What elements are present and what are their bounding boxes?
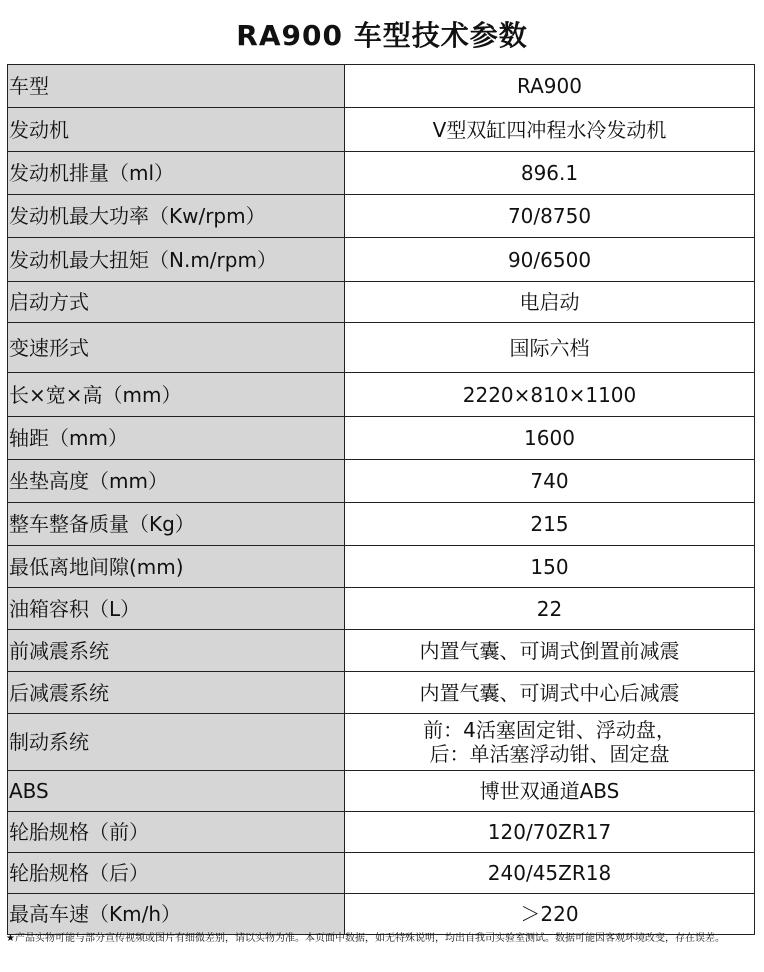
- spec-value-line: 后：单活塞浮动钳、固定盘: [429, 742, 670, 766]
- spec-value: V型双缸四冲程水冷发动机: [345, 108, 755, 152]
- spec-value: 240/45ZR18: [345, 853, 755, 894]
- spec-value: 90/6500: [345, 238, 755, 282]
- table-row: [8, 238, 755, 282]
- spec-label: 发动机最大扭矩（N.m/rpm）: [8, 238, 345, 282]
- spec-label: 变速形式: [8, 323, 345, 373]
- spec-label: 轮胎规格（后）: [8, 853, 345, 894]
- table-row: [8, 65, 755, 108]
- table-row: [8, 323, 755, 373]
- spec-value: 内置气囊、可调式中心后减震: [345, 672, 755, 714]
- spec-label: 最低离地间隙(mm): [8, 546, 345, 588]
- spec-label: 最高车速（Km/h）: [8, 894, 345, 935]
- spec-label: 发动机: [8, 108, 345, 152]
- table-row: [8, 588, 755, 630]
- spec-value: 内置气囊、可调式倒置前减震: [345, 630, 755, 672]
- table-row: [8, 152, 755, 195]
- spec-value: 1600: [345, 417, 755, 460]
- table-row: [8, 546, 755, 588]
- spec-table: [7, 64, 755, 935]
- spec-label: 制动系统: [8, 714, 345, 771]
- spec-value: 2220×810×1100: [345, 373, 755, 417]
- table-row: [8, 282, 755, 323]
- table-row: [8, 630, 755, 672]
- spec-value: 215: [345, 503, 755, 546]
- spec-label: 车型: [8, 65, 345, 108]
- spec-label: 油箱容积（L）: [8, 588, 345, 630]
- table-row: [8, 812, 755, 853]
- spec-value: 22: [345, 588, 755, 630]
- spec-value: 150: [345, 546, 755, 588]
- spec-value: 120/70ZR17: [345, 812, 755, 853]
- spec-label: 坐垫高度（mm）: [8, 460, 345, 503]
- spec-value: 国际六档: [345, 323, 755, 373]
- spec-label: 轮胎规格（前）: [8, 812, 345, 853]
- spec-label: 后减震系统: [8, 672, 345, 714]
- table-row: [8, 195, 755, 238]
- table-row: [8, 853, 755, 894]
- table-row: [8, 714, 755, 771]
- spec-label: 长×宽×高（mm）: [8, 373, 345, 417]
- spec-value: 70/8750: [345, 195, 755, 238]
- spec-value: 博世双通道ABS: [345, 771, 755, 812]
- spec-value: 896.1: [345, 152, 755, 195]
- table-row: [8, 460, 755, 503]
- spec-label: 轴距（mm）: [8, 417, 345, 460]
- page-title: RA900 车型技术参数: [236, 19, 528, 52]
- table-row: [8, 894, 755, 935]
- spec-label: 启动方式: [8, 282, 345, 323]
- spec-label: 发动机最大功率（Kw/rpm）: [8, 195, 345, 238]
- table-row: [8, 771, 755, 812]
- table-row: [8, 417, 755, 460]
- spec-value: 740: [345, 460, 755, 503]
- disclaimer-footnote: ★产品实物可能与部分宣传视频或图片有细微差别，请以实物为准。本页面中数据，如无特殊说明，均出自我司实验室测试。数据可能因客观环境改变，存在误差。: [6, 933, 725, 944]
- spec-label: 整车整备质量（Kg）: [8, 503, 345, 546]
- spec-label: 发动机排量（ml）: [8, 152, 345, 195]
- spec-label: ABS: [8, 771, 345, 812]
- table-row: [8, 672, 755, 714]
- spec-value: [345, 714, 755, 771]
- spec-value: 电启动: [345, 282, 755, 323]
- table-row: [8, 108, 755, 152]
- spec-label: 前减震系统: [8, 630, 345, 672]
- spec-value: ＞220: [345, 894, 755, 935]
- spec-value: RA900: [345, 65, 755, 108]
- table-row: [8, 503, 755, 546]
- table-row: [8, 373, 755, 417]
- spec-value-line: 前：4活塞固定钳、浮动盘，: [423, 718, 676, 742]
